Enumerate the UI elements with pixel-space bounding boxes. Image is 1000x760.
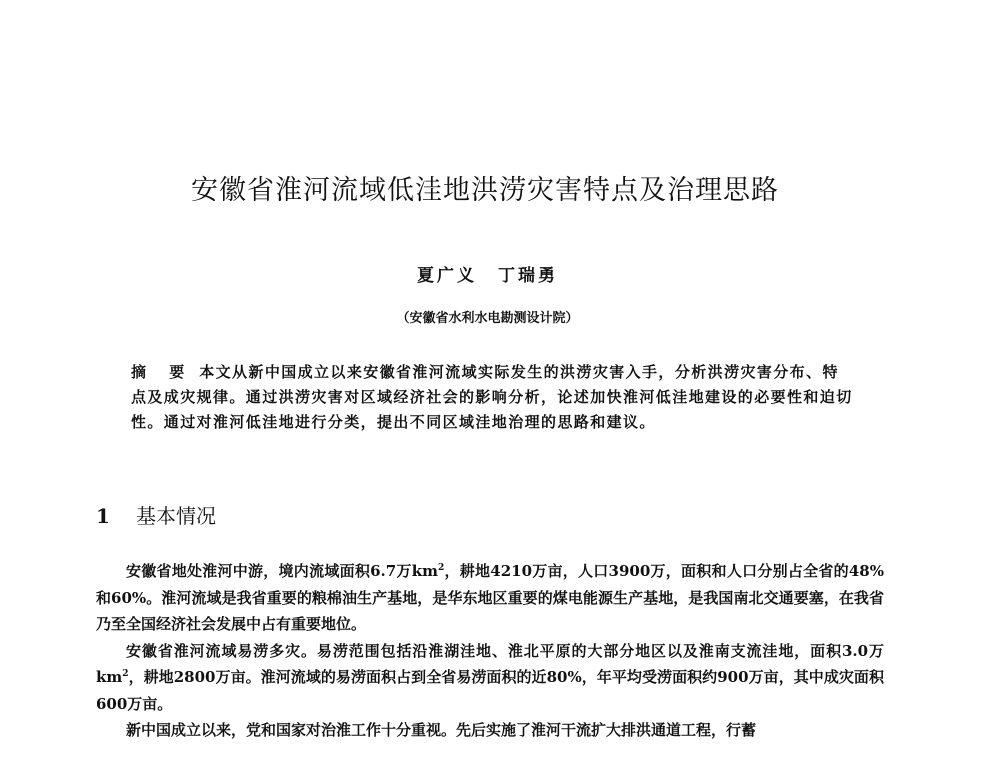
body-text bbox=[96, 558, 884, 744]
superscript: 2 bbox=[437, 563, 445, 573]
paragraph-text: ，耕地4210万亩，人口3900万，面积和人口分别占全省的48%和60%。淮河流域是我省重要的粮棉油生产基地，是华东地区重要的煤电能源生产基地，是我国南北交通要塞，在我省乃至全国经济社会发展中占有重要地位。 bbox=[96, 562, 884, 633]
paper-authors: 夏广义 丁瑞勇 bbox=[417, 266, 558, 286]
paragraph-text: 安徽省淮河流域易涝多灾。易涝范围包括沿淮湖洼地、淮北平原的大部分地区以及淮南支流洼地，面积3.0万km bbox=[96, 641, 884, 686]
section-title: 基本情况 bbox=[136, 504, 216, 528]
section-heading bbox=[96, 500, 696, 529]
paragraph-text: ，耕地2800万亩。淮河流域的易涝面积占到全省易涝面积的近80%，年平均受涝面积约900万亩，其中成灾面积600万亩。 bbox=[96, 668, 884, 713]
section-number: 1 bbox=[96, 504, 110, 528]
paragraph bbox=[96, 558, 884, 638]
abstract-text: 本文从新中国成立以来安徽省淮河流域实际发生的洪涝灾害入手，分析洪涝灾害分布、特点及成灾规律。通过洪涝灾害对区域经济社会的影响分析，论述加快淮河低洼地建设的必要性和迫切性。通过对淮河低洼地进行分类，提出不同区域洼地治理的思路和建议。 bbox=[131, 363, 853, 431]
abstract bbox=[131, 360, 853, 435]
abstract-label: 摘 要 bbox=[131, 363, 194, 381]
paragraph-text: 安徽省地处淮河中游，境内流域面积6.7万km bbox=[126, 562, 438, 580]
paragraph: 新中国成立以来，党和国家对治淮工作十分重视。先后实施了淮河干流扩大排洪通道工程，行蓄 bbox=[126, 721, 757, 739]
paragraph bbox=[96, 638, 884, 718]
paper-title: 安徽省淮河流域低洼地洪涝灾害特点及治理思路 bbox=[191, 175, 779, 206]
author-affiliation: （安徽省水利水电勘测设计院） bbox=[396, 311, 579, 326]
superscript: 2 bbox=[122, 669, 129, 679]
